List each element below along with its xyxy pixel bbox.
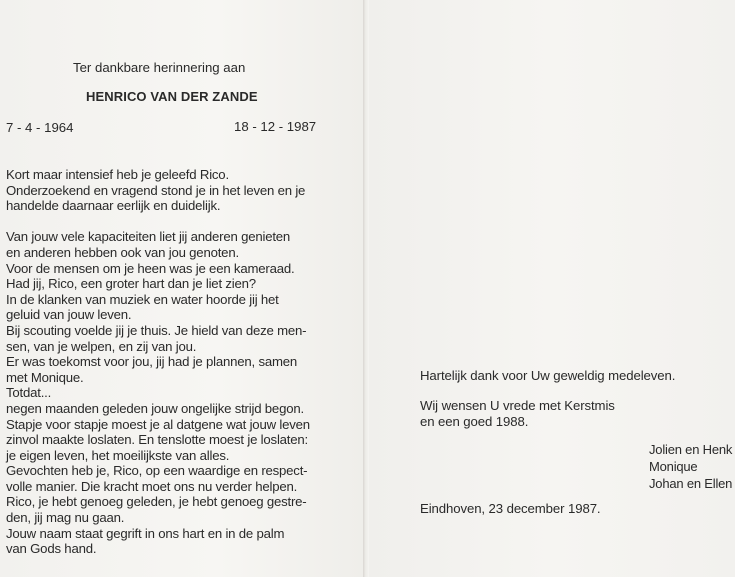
- death-date: 18 - 12 - 1987: [234, 119, 317, 134]
- poem-line: en anderen hebben ook van jou genoten.: [6, 244, 239, 260]
- deceased-name: HENRICO VAN DER ZANDE: [86, 89, 258, 104]
- signatures: [649, 441, 732, 492]
- wish-line-2: en een goed 1988.: [420, 414, 529, 429]
- poem-line: geluid van jouw leven.: [6, 307, 132, 323]
- signature-line: Johan en Ellen: [649, 476, 733, 491]
- poem-line: Kort maar intensief heb je geleefd Rico.: [6, 167, 229, 182]
- poem-line: negen maanden geleden jouw ongelijke strijd begon.: [6, 400, 304, 416]
- poem-line: van Gods hand.: [6, 541, 97, 557]
- poem-line: zinvol maakte loslaten. En tenslotte moest je loslaten:: [6, 432, 309, 448]
- poem: [6, 167, 356, 557]
- signature-line: Jolien en Henk: [649, 442, 733, 457]
- poem-line: Rico, je hebt genoeg geleden, je hebt genoeg gestre-: [6, 494, 307, 510]
- poem-line: In de klanken van muziek en water hoorde jij het: [6, 291, 279, 307]
- poem-line: Bij scouting voelde jij je thuis. Je hield van deze men-: [6, 322, 307, 338]
- poem-line: Onderzoekend en vragend stond je in het leven en je: [6, 182, 306, 198]
- poem-line: Er was toekomst voor jou, jij had je plannen, samen: [6, 354, 298, 370]
- poem-line: handelde daarnaar eerlijk en duidelijk.: [6, 198, 221, 214]
- poem-line: sen, van je welpen, en zij van jou.: [6, 338, 197, 354]
- poem-line: Voor de mensen om je heen was je een kameraad.: [6, 260, 295, 276]
- poem-line: den, jij mag nu gaan.: [6, 510, 125, 526]
- poem-line: Totdat...: [6, 385, 52, 401]
- poem-line: Had jij, Rico, een groter hart dan je liet zien?: [6, 276, 256, 292]
- poem-line: volle manier. Die kracht moet ons nu verder helpen.: [6, 478, 298, 494]
- wish-line-1: Wij wensen U vrede met Kerstmis: [420, 398, 615, 413]
- signature-line: Monique: [649, 459, 698, 474]
- birth-date: 7 - 4 - 1964: [6, 120, 74, 135]
- place-date: Eindhoven, 23 december 1987.: [420, 501, 601, 516]
- thanks-text: Hartelijk dank voor Uw geweldig medeleven.: [420, 368, 676, 383]
- poem-line: Van jouw vele kapaciteiten liet jij anderen genieten: [6, 229, 291, 245]
- poem-line: je eigen leven, het moeilijkste van alles.: [6, 447, 230, 463]
- stanza-gap: [6, 214, 356, 230]
- heading: Ter dankbare herinnering aan: [73, 60, 246, 75]
- poem-line: met Monique.: [6, 369, 84, 385]
- poem-line: Stapje voor stapje moest je al datgene wat jouw leven: [6, 416, 310, 432]
- poem-line: Jouw naam staat gegrift in ons hart en in de palm: [6, 525, 285, 541]
- poem-line: Gevochten heb je, Rico, op een waardige en respect-: [6, 463, 308, 479]
